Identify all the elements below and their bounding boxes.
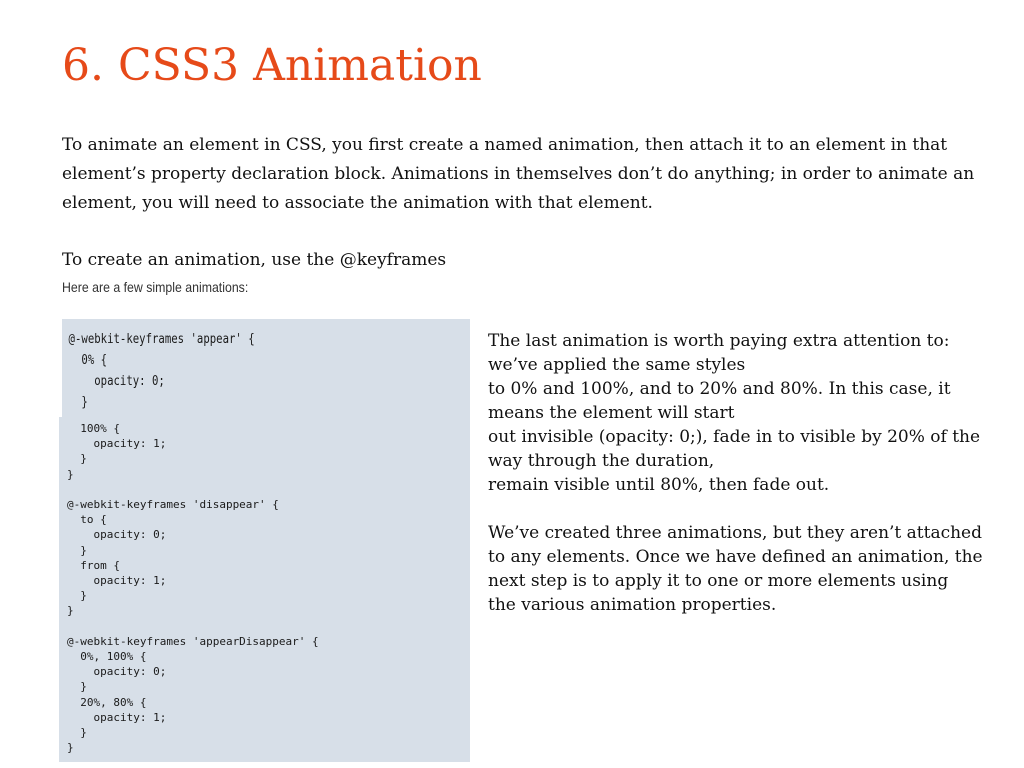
explanation-line: to 0% and 100%, and to 20% and 80%. In this case, it bbox=[488, 379, 951, 399]
explanation-line: next step is to apply it to one or more elements using bbox=[488, 571, 949, 591]
explanation-line: The last animation is worth paying extra attention to: bbox=[488, 331, 950, 351]
slide-title: 6. CSS3 Animation bbox=[62, 40, 482, 91]
paragraph-gap bbox=[488, 497, 1008, 521]
explanation-line: remain visible until 80%, then fade out. bbox=[488, 475, 830, 495]
explanation-line: to any elements. Once we have defined an animation, the bbox=[488, 547, 983, 567]
explanation-line: means the element will start bbox=[488, 403, 735, 423]
explanation-line: we’ve applied the same styles bbox=[488, 355, 746, 375]
code-top-text: @-webkit-keyframes 'appear' { 0% { opacity: 0; } bbox=[68, 332, 255, 410]
intro-paragraph: To animate an element in CSS, you first create a named animation, then attach it to an element in that element’s property declaration block. Animations in themselves don’t do anything; in order to animate an element, you will need to associate the animation with that element. bbox=[62, 135, 975, 213]
explanation-text bbox=[488, 329, 1008, 617]
code-block-bottom bbox=[59, 417, 470, 762]
code-caption: Here are a few simple animations: bbox=[62, 279, 249, 295]
code-bottom-text: 100% { opacity: 1; } } @-webkit-keyframes 'disappear' { to { opacity: 0; } from { opacity: 1; } } @-webkit-keyframes 'appearDisappear' { 0%, 100% { opacity: 0; } 20%, 80% { opacity: 1; } } bbox=[67, 422, 319, 755]
explanation-line: way through the duration, bbox=[488, 451, 715, 471]
code-block-top bbox=[62, 319, 470, 417]
explanation-line: the various animation properties. bbox=[488, 595, 777, 615]
explanation-line: We’ve created three animations, but they aren’t attached bbox=[488, 523, 983, 543]
explanation-line: out invisible (opacity: 0;), fade in to visible by 20% of the bbox=[488, 427, 981, 447]
keyframes-intro-text: To create an animation, use the @keyframes bbox=[62, 250, 447, 270]
